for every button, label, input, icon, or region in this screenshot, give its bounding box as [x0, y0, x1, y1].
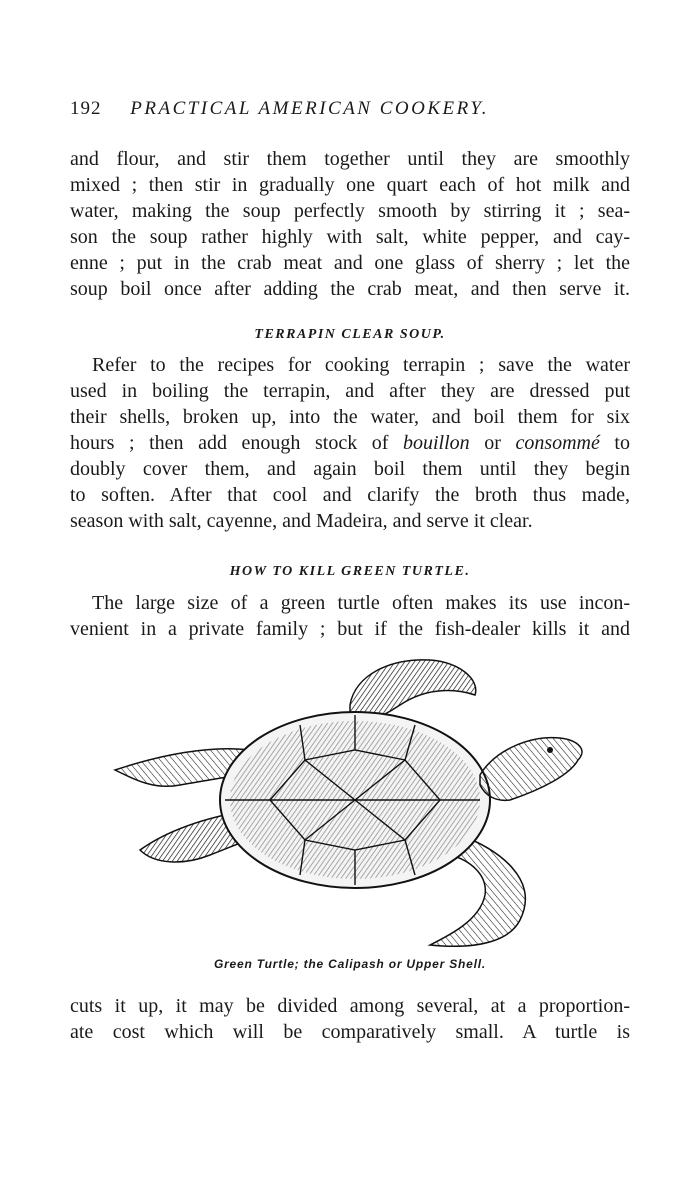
text-line: used in boiling the terrapin, and after they are dressed put [70, 380, 630, 402]
italic-term-bouillon: bouillon [402, 432, 470, 454]
text-line: soup boil once after adding the crab meat, and then serve it. [70, 278, 630, 300]
text-line: Refer to the recipes for cooking terrapin ; save the water [92, 354, 630, 376]
section-heading-terrapin: TERRAPIN CLEAR SOUP. [254, 327, 446, 342]
text-line: to soften. After that cool and clarify the broth thus made, [70, 484, 630, 506]
text-line: doubly cover them, and again boil them until they begin [70, 458, 630, 480]
page-number: 192 [70, 98, 102, 119]
text-line: cuts it up, it may be divided among several, at a proportion- [70, 995, 630, 1017]
running-header [70, 98, 630, 120]
text-line: their shells, broken up, into the water, and boil them for six [70, 406, 630, 428]
italic-term-consomme: consommé [515, 432, 600, 454]
text-line: water, making the soup perfectly smooth by stirring it ; sea- [70, 200, 630, 222]
text-line: venient in a private family ; but if the fish-dealer kills it and [70, 618, 630, 640]
section-heading-green-turtle: HOW TO KILL GREEN TURTLE. [229, 564, 471, 579]
text-line: and flour, and stir them together until they are smoothly [70, 148, 630, 170]
text-line: The large size of a green turtle often makes its use incon- [92, 592, 630, 614]
text-run: hours ; then add enough stock of [70, 432, 403, 454]
text-line: mixed ; then stir in gradually one quart each of hot milk and [70, 174, 630, 196]
text-line-with-italics [70, 430, 630, 456]
text-run: to [599, 432, 630, 454]
text-line: season with salt, cayenne, and Madeira, and serve it clear. [70, 510, 533, 532]
paragraph-crab-soup-end [70, 146, 630, 302]
text-line: enne ; put in the crab meat and one glass of sherry ; let the [70, 252, 630, 274]
text-line: son the soup rather highly with salt, white pepper, and cay- [70, 226, 630, 248]
text-line: ate cost which will be comparatively small. A turtle is [70, 1021, 630, 1043]
figure-caption: Green Turtle; the Calipash or Upper Shell. [213, 957, 487, 971]
paragraph-continuation [70, 993, 630, 1045]
paragraph-green-turtle [70, 590, 630, 642]
text-run: or [469, 432, 516, 454]
turtle-head [480, 738, 582, 801]
running-title: PRACTICAL AMERICAN COOKERY. [130, 98, 489, 119]
green-turtle-illustration [100, 650, 590, 955]
paragraph-terrapin [70, 352, 630, 534]
